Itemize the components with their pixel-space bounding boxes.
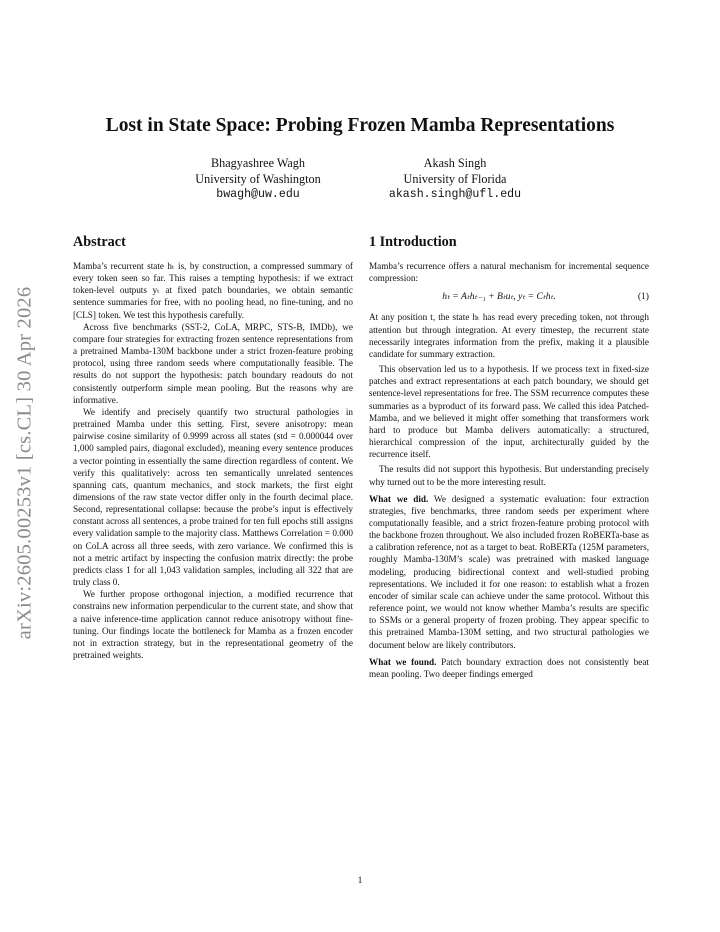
abstract-paragraph: We further propose orthogonal injection, a modified recurrence that constrains new information perpendicular to the current state, and show that a naive inference-time application cannot reduce anisotropy without fine-tuning. Our findings locate the bottleneck for Mamba as a frozen encoder not in extraction strategy, but in the representational geometry of the pretrained weights. <box>73 589 353 660</box>
what-we-did-label: What we did. <box>369 493 429 504</box>
author-affiliation: University of Washington <box>195 171 321 186</box>
what-we-found-text: Patch boundary extraction does not consistently beat mean pooling. Two deeper findings emerged <box>369 656 649 679</box>
arxiv-identifier: arXiv:2605.00253v1 [cs.CL] 30 Apr 2026 <box>13 286 36 640</box>
equation-1 <box>369 291 649 303</box>
intro-paragraph: At any position t, the state hₜ has read every preceding token, not through attention but through integration. At every timestep, the recurrent state necessarily integrates information from the prefix, making it a plausible candidate for summary extraction. <box>369 312 649 359</box>
abstract-paragraph: Across five benchmarks (SST-2, CoLA, MRPC, STS-B, IMDb), we compare four strategies for extracting frozen sentence representations from a pretrained Mamba-130M backbone under a strict frozen-feature probing protocol, using three random seeds where computationally feasible. The results do not support the hypothesis: patch boundary readouts do not consistently outperform simple mean pooling. But the reasons why are informative. <box>73 321 353 405</box>
intro-paragraph: The results did not support this hypothesis. But understanding precisely why turned out to be the more interesting result. <box>369 464 649 487</box>
paper-title: Lost in State Space: Probing Frozen Mamba Representations <box>105 115 615 136</box>
right-column <box>369 232 649 680</box>
author-block <box>165 156 351 203</box>
equation-body: hₜ = Aₜhₜ₋₁ + Bₜuₜ, yₜ = Cₜhₜ. <box>442 291 556 303</box>
author-block <box>358 156 552 203</box>
author-email: akash.singh@ufl.edu <box>388 188 522 201</box>
author-affiliation: University of Florida <box>403 171 507 186</box>
intro-paragraph: Mamba’s recurrence offers a natural mechanism for incremental sequence compression: <box>369 261 649 284</box>
author-name: Akash Singh <box>423 156 487 170</box>
what-we-did-text: We designed a systematic evaluation: four extraction strategies, five benchmarks, three random seeds per experiment where computationally feasible, and a strict frozen-feature probing protocol with the backbone frozen throughout. We also included frozen RoBERTa-base as a calibration reference, not as a target to beat. RoBERTa (125M parameters, roughly Mamba-130M’s scale) was pretrained with masked language modeling, producing bidirectional context and well-studied probing representations. We included it for one reason: to establish what a frozen encoder of similar scale can achieve under the same protocol. Without this reference point, we would not know whether Mamba’s results are specific to SSMs or a general property of frozen probing. They appear specific to this pretrained Mamba-130M setting, and two structural pathologies we document below are likely contributors. <box>369 493 649 650</box>
equation-number: (1) <box>637 291 649 303</box>
author-name: Bhagyashree Wagh <box>211 156 305 170</box>
abstract-heading: Abstract <box>73 234 126 250</box>
author-email: bwagh@uw.edu <box>216 188 300 201</box>
arxiv-sidebar-stamp <box>10 258 40 668</box>
page-number: 1 <box>357 876 363 886</box>
introduction-heading: 1 Introduction <box>369 234 457 250</box>
abstract-paragraph: We identify and precisely quantify two structural pathologies in pretrained Mamba under this setting. First, severe anisotropy: mean pairwise cosine similarity of 0.9999 across all states (std = 0.000044 over 1,000 sampled pairs, diagonal excluded), meaning every sentence produces a vector pointing in essentially the same direction regardless of content. We verify this qualitatively: across ten semantically unrelated sentences spanning cats, quantum mechanics, and stock markets, the first eight dimensions of the raw state vector differ only in the fourth decimal place. Second, representational collapse: because the probe’s input is effectively constant across all sentences, a probe trained for ten full epochs still assigns every validation sample to the majority class. Matthews Correlation = 0.000 on CoLA across all three seeds, with zero variance. We confirmed this is not a metric artifact by inspecting the confusion matrix directly: the probe predicts class 1 for all 1,043 validation samples, including all 322 that are truly class 0. <box>73 406 353 588</box>
abstract-paragraph: Mamba’s recurrent state hₜ is, by construction, a compressed summary of every token seen so far. This raises a tempting hypothesis: if we extract token-level outputs yₜ at fixed patch boundaries, we obtain semantic sentence summaries for free, with no pooling head, no fine-tuning, and no [CLS] token. We test this hypothesis carefully. <box>73 261 353 320</box>
what-we-found-paragraph <box>369 656 649 680</box>
left-column <box>73 232 353 661</box>
intro-paragraph: This observation led us to a hypothesis. If we process text in fixed-size patches and extract representations at each patch boundary, we should get sentence-level representations for free. The SSM recurrence computes these summaries as a byproduct of its forward pass. We called this idea Patched-Mamba, and we believed it might offer something that transformers work hard to produce but Mamba delivers automatically: a structured, hierarchical compression of the input, architecturally guided by the recurrence itself. <box>369 364 649 460</box>
what-we-found-label: What we found. <box>369 656 437 667</box>
what-we-did-paragraph <box>369 493 649 651</box>
